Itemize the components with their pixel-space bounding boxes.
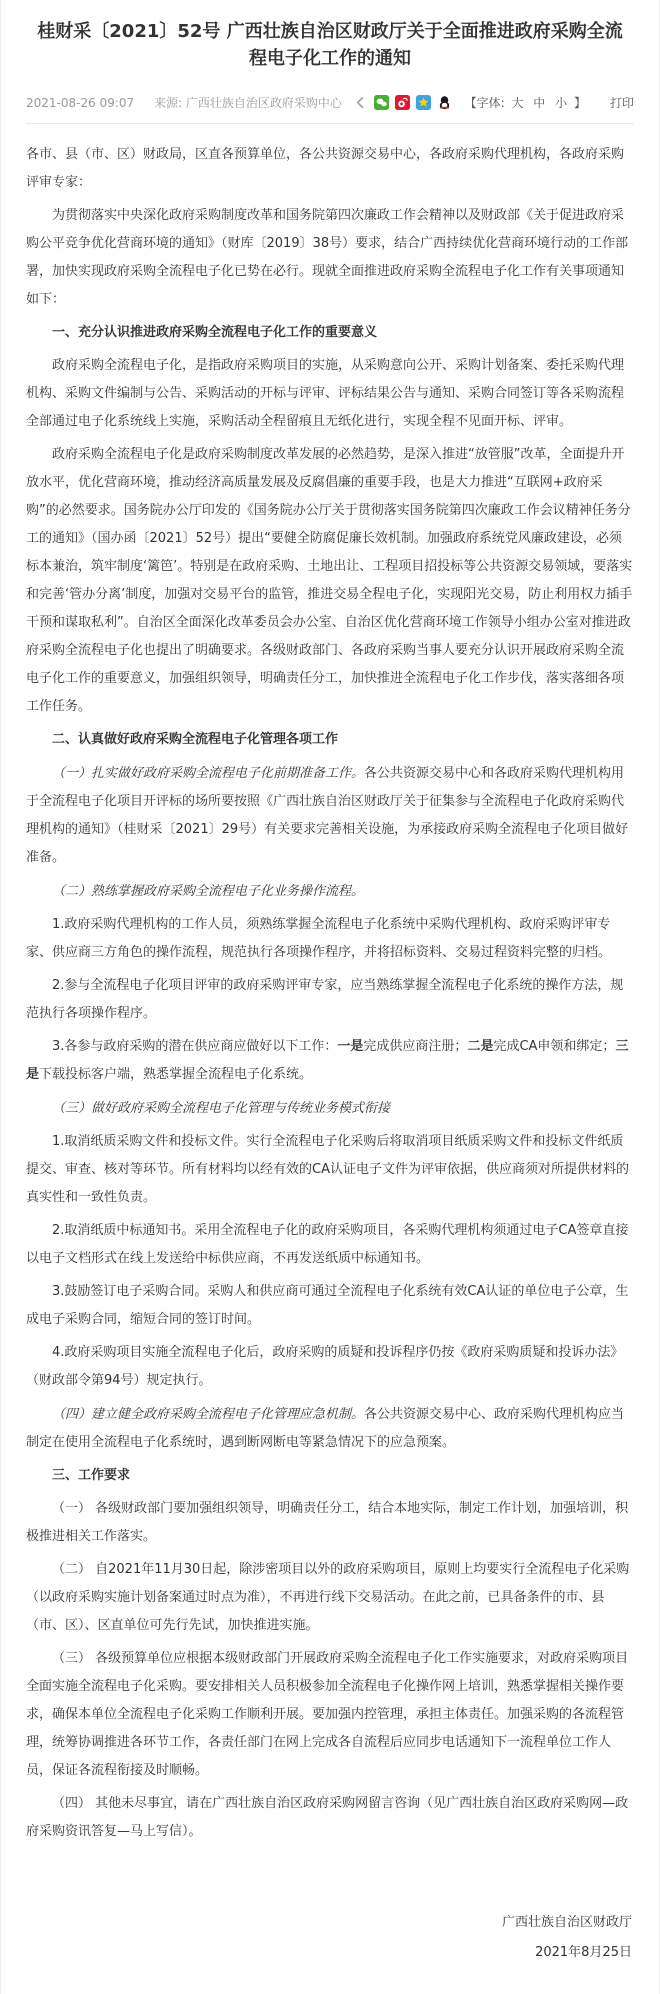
paragraph bbox=[26, 1217, 634, 1273]
wechat-icon[interactable] bbox=[374, 95, 389, 110]
font-widget-prefix: 【字体: bbox=[464, 96, 505, 110]
paragraph bbox=[26, 1645, 634, 1785]
font-size-widget bbox=[465, 94, 586, 111]
paragraph-run: （四） 其他未尽事宜，请在广西壮族自治区政府采购网留言咨询（见广西壮族自治区政府采购网—政府采购资讯答复—马上写信）。 bbox=[26, 1796, 629, 1839]
publish-datetime: 2021-08-26 09:07 bbox=[26, 96, 135, 110]
paragraph bbox=[26, 1339, 634, 1395]
paragraph bbox=[26, 1462, 634, 1490]
font-size-large[interactable]: 大 bbox=[511, 96, 524, 110]
paragraph-run: 三、工作要求 bbox=[52, 1468, 131, 1483]
signature-org: 广西壮族自治区财政厅 bbox=[501, 1915, 632, 1930]
paragraph bbox=[26, 319, 634, 347]
signature-block bbox=[26, 1908, 634, 1968]
paragraph-run: 2.参与全流程电子化项目评审的政府采购评审专家，应当熟练掌握全流程电子化系统的操作方法，规范执行各项操作程序。 bbox=[26, 978, 624, 1021]
paragraph-run: 二是 bbox=[467, 1039, 494, 1054]
meta-right bbox=[350, 94, 634, 111]
paragraph bbox=[26, 1033, 634, 1089]
paragraph-run: 二、认真做好政府采购全流程电子化管理各项工作 bbox=[52, 732, 339, 747]
paragraph-run: 三是 bbox=[26, 1039, 629, 1082]
source-label: 来源: 广西壮族自治区政府采购中心 bbox=[153, 96, 342, 110]
paragraph-run: 各公共资源交易中心和各政府采购代理机构用于全流程电子化项目开评标的场所要按照《广西壮族自治区财政厅关于征集参与全流程电子化政府采购代理机构的通知》（桂财采〔2021〕29号）有关要求完善相关设施，为承接政府采购全流程电子化项目做好准备。 bbox=[26, 766, 629, 865]
paragraph bbox=[26, 141, 634, 197]
paragraph bbox=[26, 1495, 634, 1551]
font-size-small[interactable]: 小 bbox=[555, 96, 568, 110]
paragraph bbox=[26, 1094, 634, 1123]
paragraph-run: 1.取消纸质采购文件和投标文件。实行全流程电子化采购后将取消项目纸质采购文件和投标文件纸质提交、审查、核对等环节。所有材料均以经有效的CA认证电子文件为评审依据，供应商须对所提供材料的真实性和一致性负责。 bbox=[26, 1134, 629, 1205]
paragraph-run: （二）熟练掌握政府采购全流程电子化业务操作流程。 bbox=[52, 883, 365, 898]
paragraph-run: （二） 自2021年11月30日起，除涉密项目以外的政府采购项目，原则上均要实行全流程电子化采购（以政府采购实施计划备案通过时点为准），不再进行线下交易活动。在此之前，已具备条件的市、县（市、区）、区直单位可先行先试，加快推进实施。 bbox=[26, 1562, 630, 1633]
font-size-medium[interactable]: 中 bbox=[533, 96, 546, 110]
meta-row bbox=[26, 92, 634, 124]
paragraph bbox=[26, 1128, 634, 1212]
paragraph bbox=[26, 202, 634, 314]
page-title: 桂财采〔2021〕52号 广西壮族自治区财政厅关于全面推进政府采购全流程电子化工作的通知 bbox=[37, 21, 623, 69]
paragraph-run: （一） 各级财政部门要加强组织领导，明确责任分工，结合本地实际，制定工作计划，加强培训，积极推进相关工作落实。 bbox=[26, 1501, 629, 1544]
paragraph-run: 一、充分认识推进政府采购全流程电子化工作的重要意义 bbox=[52, 325, 378, 340]
paragraph-run: 3.鼓励签订电子采购合同。采购人和供应商可通过全流程电子化系统有效CA认证的单位电子公章，生成电子采购合同，缩短合同的签订时间。 bbox=[26, 1284, 629, 1327]
paragraph-run: 各市、县（市、区）财政局，区直各预算单位，各公共资源交易中心，各政府采购代理机构，各政府采购评审专家： bbox=[26, 147, 625, 190]
weibo-icon[interactable] bbox=[395, 95, 410, 110]
paragraph bbox=[26, 911, 634, 967]
qq-icon[interactable] bbox=[437, 95, 452, 110]
paragraph bbox=[26, 1400, 634, 1457]
paragraph-run: （三） 各级预算单位应根据本级财政部门开展政府采购全流程电子化工作实施要求，对政府采购项目全面实施全流程电子化采购。要安排相关人员积极参加全流程电子化操作网上培训，熟悉掌握相关操作要求，确保本单位全流程电子化采购工作顺利开展。要加强内控管理，承担主体责任。加强采购的各流程管理，统筹协调推进各环节工作，各责任部门在网上完成各自流程后应同步电话通知下一流程单位工作人员，保证各流程衔接及时顺畅。 bbox=[26, 1651, 629, 1778]
paragraph-run: 4.政府采购项目实施全流程电子化后，政府采购的质疑和投诉程序仍按《政府采购质疑和投诉办法》（财政部令第94号）规定执行。 bbox=[26, 1345, 624, 1388]
paragraph bbox=[26, 352, 634, 436]
paragraph-run: 2.取消纸质中标通知书。采用全流程电子化的政府采购项目，各采购代理机构须通过电子CA签章直接以电子文档形式在线上发送给中标供应商，不再发送纸质中标通知书。 bbox=[26, 1223, 629, 1266]
paragraph-run: 完成供应商注册； bbox=[363, 1039, 468, 1054]
font-widget-suffix: 】 bbox=[573, 96, 586, 110]
paragraph bbox=[26, 441, 634, 721]
paragraph-run: 政府采购全流程电子化是政府采购制度改革发展的必然趋势，是深入推进“放管服”改革，全面提升开放水平，优化营商环境，推动经济高质量发展及反腐倡廉的重要手段，也是大力推进“互联网+政府采购”的必然要求。国务院办公厅印发的《国务院办公厅关于贯彻落实国务院第四次廉政工作会议精神任务分工的通知》（国办函〔2021〕52号）提出“要健全防腐促廉长效机制。加强政府系统党风廉政建设，必须标本兼治，筑牢制度‘篱笆’。特别是在政府采购、土地出让、工程项目招投标等公共资源交易领域，要落实和完善‘管办分离’制度，加强对交易平台的监管，推进交易全程电子化，实现阳光交易，防止利用权力插手干预和谋取私利”。自治区全面深化改革委员会办公室、自治区优化营商环境工作领导小组办公室对推进政府采购全流程电子化也提出了明确要求。各级财政部门、各政府采购当事人要充分认识开展政府采购全流电子化工作的重要意义，加强组织领导，明确责任分工，加快推进全流程电子化工作步伐，落实落细各项工作任务。 bbox=[26, 447, 633, 714]
paragraph bbox=[26, 759, 634, 872]
paragraph-run: 一是 bbox=[337, 1039, 364, 1054]
article-body bbox=[26, 124, 634, 1846]
paragraph-run: 政府采购全流程电子化，是指政府采购项目的实施，从采购意向公开、采购计划备案、委托采购代理机构、采购文件编制与公告、采购活动的开标与评审、评标结果公告与通知、采购合同签订等各采购流程全部通过电子化系统线上实施，采购活动全程留痕且无纸化进行，实现全程不见面开标、评审。 bbox=[26, 358, 625, 429]
paragraph-run: 完成CA申领和绑定； bbox=[493, 1039, 616, 1054]
paragraph-run: 1.政府采购代理机构的工作人员，须熟练掌握全流程电子化系统中采购代理机构、政府采购评审专家、供应商三方角色的操作流程，规范执行各项操作程序，并将招标资料、交易过程资料完整的归档。 bbox=[26, 917, 612, 960]
paragraph bbox=[26, 1790, 634, 1846]
paragraph bbox=[26, 972, 634, 1028]
paragraph-run: （一）扎实做好政府采购全流程电子化前期准备工作。 bbox=[52, 765, 365, 780]
share-buttons bbox=[350, 95, 455, 110]
paragraph bbox=[26, 1556, 634, 1640]
paragraph-run: 为贯彻落实中央深化政府采购制度改革和国务院第四次廉政工作会精神以及财政部《关于促进政府采购公平竞争优化营商环境的通知》（财库〔2019〕38号）要求，结合广西持续优化营商环境行动的工作部署，加快实现政府采购全流程电子化已势在必行。现就全面推进政府采购全流程电子化工作有关事项通知如下： bbox=[26, 208, 629, 307]
meta-left bbox=[26, 94, 342, 111]
paragraph-run: 3.各参与政府采购的潜在供应商应做好以下工作： bbox=[52, 1039, 338, 1054]
paragraph-run: 下载投标客户端，熟悉掌握全流程电子化系统。 bbox=[39, 1067, 313, 1082]
print-button[interactable]: 打印 bbox=[609, 96, 634, 110]
paragraph-run: 各公共资源交易中心、政府采购代理机构应当制定在使用全流程电子化系统时，遇到断网断电等紧急情况下的应急预案。 bbox=[26, 1407, 625, 1450]
paragraph bbox=[26, 877, 634, 906]
signature-date: 2021年8月25日 bbox=[535, 1945, 632, 1960]
paragraph bbox=[26, 1278, 634, 1334]
paragraph-run: （三）做好政府采购全流程电子化管理与传统业务模式衔接 bbox=[52, 1100, 391, 1115]
qzone-icon[interactable] bbox=[416, 95, 431, 110]
paragraph-run: （四）建立健全政府采购全流程电子化管理应急机制。 bbox=[52, 1406, 365, 1421]
paragraph bbox=[26, 726, 634, 754]
share-arrow-icon[interactable] bbox=[353, 95, 368, 110]
